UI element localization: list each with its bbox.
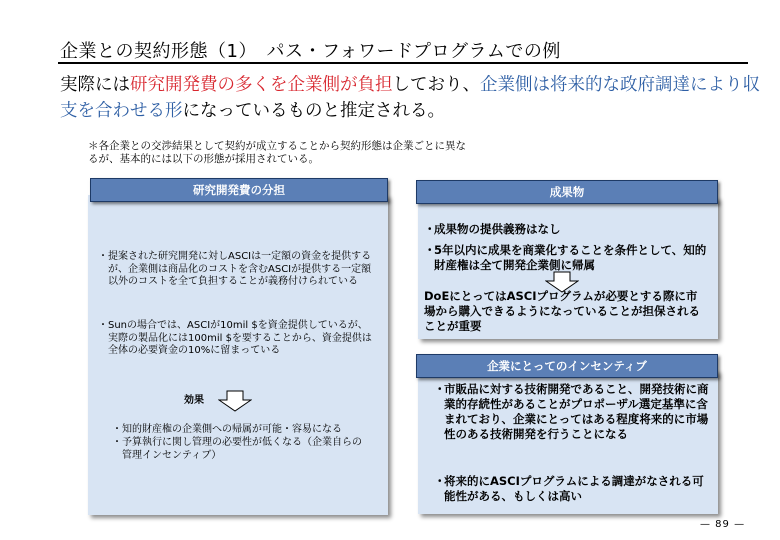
effect-item-text: 予算執行に関し管理の必要性が低くなる（企業自らの管理インセンティブ） [122,437,362,461]
headline-part-1: 実際には [60,75,130,95]
bullet-glyph: ・ [434,382,446,396]
headline [60,72,760,124]
down-arrow-icon [218,390,252,412]
headline-emphasis-red: 研究開発費の多くを企業側が負担 [130,75,393,95]
effect-item [112,437,362,462]
deliverables-item [424,222,714,237]
cost-sharing-item-text: 提案された研究開発に対しASCIは一定額の資金を提供するが、企業側は商品化のコストを含むASCIが提供する一定額以外のコストを全て負担することが義務付けられている [108,251,372,288]
deliverables-conclusion: DoEにとってはASCIプログラムが必要とする際に市場から購入できるようになっていることが担保されることが重要 [424,289,700,333]
page-title: 企業との契約形態（1） パス・フォワードプログラムでの例 [60,41,561,62]
deliverables-item-text: 成果物の提供義務はなし [434,222,561,236]
deliverables-item-text: 5年以内に成果を商業化することを条件として、知的財産権は全て開発企業側に帰属 [434,243,707,272]
bullet-glyph: ・ [112,424,122,435]
headline-part-6: になっているものと推定される。 [182,101,445,121]
headline-part-3: しており、 [392,75,480,95]
effect-item [112,424,382,437]
cost-sharing-item [98,320,376,358]
cost-sharing-header: 研究開発費の分担 [90,178,388,202]
bullet-glyph: ・ [98,251,108,262]
bullet-glyph: ・ [424,222,436,236]
deliverables-item [424,243,714,273]
incentive-item [434,474,710,504]
bullet-glyph: ・ [424,243,436,257]
cost-sharing-item [98,251,376,289]
incentive-item [434,382,710,442]
footnote-text: ＊各企業との交渉結果として契約が成立することから契約形態は企業ごとに異なるが、基本的には以下の形態が採用されている。 [88,140,466,165]
bullet-glyph: ・ [434,474,446,488]
page-number: — 89 — [700,519,746,530]
bullet-glyph: ・ [98,320,108,331]
effect-label: 効果 [184,395,204,406]
incentive-item-text: 将来的にASCIプログラムによる調達がなされる可能性がある、もしくは高い [444,474,704,503]
headline-emphasis-blue-1: 企業側は将来的な政府調達 [480,75,690,95]
title-divider [58,62,748,64]
cost-sharing-item-text: Sunの場合では、ASCIが10mil $を資金提供しているが、実際の製品化には100mil $を要することから、資金提供は全体の必要資金の10%に留まっている [108,320,372,357]
effect-item-text: 知的財産権の企業側への帰属が可能・容易になる [122,424,342,435]
bullet-glyph: ・ [112,437,122,448]
deliverables-header: 成果物 [416,180,718,204]
incentive-item-text: 市販品に対する技術開発であること、開発技術に商業的存続性があることがプロポーザル選定基準に含まれており、企業にとってはある程度将来的に市場性のある技術開発を行うことになる [444,382,709,441]
incentive-header: 企業にとってのインセンティブ [416,354,718,378]
headline-emphasis-blue-2: により収支を合わせる形 [60,75,760,121]
